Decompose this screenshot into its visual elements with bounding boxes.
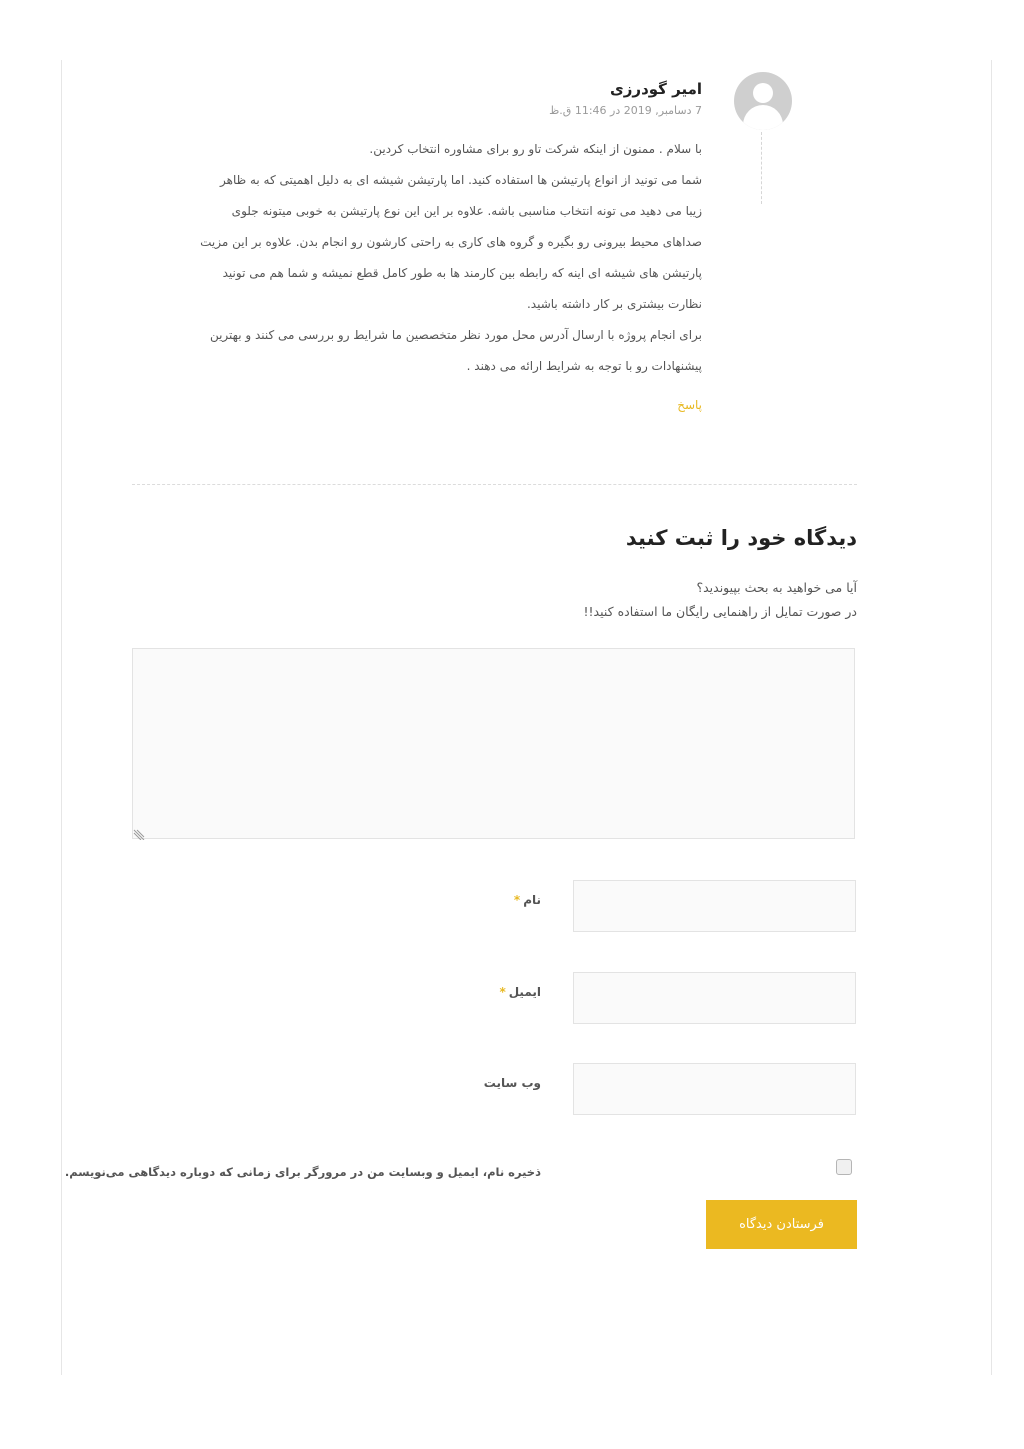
form-note-2: در صورت تمایل از راهنمایی رایگان ما استفاده کنید!! (583, 604, 857, 619)
email-label (499, 985, 541, 999)
comment-line: با سلام . ممنون از اینکه شرکت تاو رو برای مشاوره انتخاب کردین. (369, 142, 702, 156)
website-label (484, 1076, 541, 1090)
content-frame-left-border (61, 60, 62, 1375)
comment-content (130, 70, 702, 413)
thread-line (761, 132, 762, 204)
required-mark: * (513, 893, 521, 907)
form-note-1: آیا می خواهید به بحث بپیوندید؟ (696, 580, 857, 595)
name-label-text: نام (523, 893, 541, 907)
form-notes (132, 576, 857, 624)
save-info-checkbox[interactable] (836, 1159, 852, 1175)
website-field[interactable] (573, 1063, 856, 1115)
comment-line: پارتیشن های شیشه ای اینه که رابطه بین کارمند ها به طور کامل قطع نمیشه و شما هم می تونید (222, 266, 702, 280)
comment-line: صداهای محیط بیرونی رو بگیره و گروه های کاری به راحتی کارشون رو انجام بدن. علاوه بر این مزیت (200, 235, 702, 249)
resize-handle-icon[interactable] (133, 828, 145, 840)
required-mark: * (499, 985, 506, 999)
email-label-text: ایمیل (508, 985, 541, 999)
reply-form-header (132, 520, 857, 624)
comment-line: پیشنهادات رو با توجه به شرایط ارائه می دهند . (466, 359, 702, 373)
form-title: دیدگاه خود را ثبت کنید (625, 526, 857, 550)
comment-date: 7 دسامبر, 2019 در 11:46 ق.ظ (549, 104, 702, 117)
name-label (514, 893, 541, 907)
comment-line: برای انجام پروژه با ارسال آدرس محل مورد نظر متخصصین ما شرایط رو بررسی می کنند و بهترین (209, 328, 702, 342)
avatar (734, 72, 792, 130)
comment-line: شما می تونید از انواع پارتیشن ها استفاده کنید. اما پارتیشن شیشه ای به دلیل اهمیتی که به ظاهر (220, 173, 702, 187)
name-field[interactable] (573, 880, 856, 932)
comment-line: نظارت بیشتری بر کار داشته باشید. (526, 297, 702, 311)
website-label-text: وب سایت (483, 1076, 541, 1090)
submit-comment-button[interactable]: فرستادن دیدگاه (706, 1200, 857, 1249)
section-divider (132, 484, 857, 485)
reply-link[interactable]: پاسخ (677, 398, 702, 412)
save-info-label: ذخیره نام، ایمیل و وبسایت من در مرورگر برای زمانی که دوباره دیدگاهی می‌نویسم. (64, 1165, 541, 1179)
comment-textarea[interactable] (132, 648, 855, 839)
email-field[interactable] (573, 972, 856, 1024)
avatar-person-icon (753, 83, 773, 103)
comment-line: زیبا می دهید می تونه انتخاب مناسبی باشه. علاوه بر این این نوع پارتیشن به خوبی میتونه جلوی (231, 204, 702, 218)
comment-body (130, 134, 702, 382)
comment-author: امیر گودرزی (610, 80, 702, 98)
content-frame-right-border (991, 60, 992, 1375)
